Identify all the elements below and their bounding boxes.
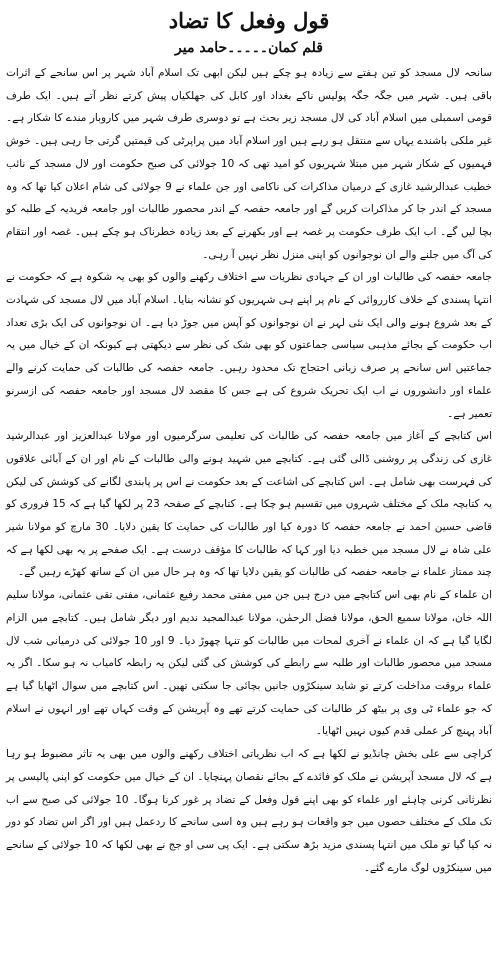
article-paragraph: ان علماء کے نام بھی اس کتابچے میں درج ہیں جن میں مفتی محمد رفیع عثمانی، مفتی تقی عثمانی، مولانا سلیم اللہ خان، مولانا سمیع الحق، مولانا فضل الرحمٰن، مولانا عبدالمجید ندیم اور دیگر شامل ہیں۔ کتابچے میں الزام لگایا گیا ہے کہ ان علماء نے آخری لمحات میں طالبات کو تنہا چھوڑ دیا۔ 9 اور 10 جولائی کی درمیانی شب لال مسجد میں محصور طالبات اور طلبہ سے رابطے کی کوشش کی گئی لیکن یہ رابطہ کامیاب نہ ہو سکا۔ اگر یہ علماء بروقت مداخلت کرتے تو شاید سینکڑوں جانیں بچائی جا سکتی تھیں۔ اس کتابچے میں سوال اٹھایا گیا ہے کہ جو علماء ٹی وی پر بیٹھ کر طالبات کی حمایت کرتے تھے وہ آپریشن کے وقت کہاں تھے اور انہوں نے اسلام آباد پہنچ کر عملی قدم کیوں نہیں اٹھایا۔ bbox=[6, 589, 493, 738]
article-body bbox=[6, 62, 492, 879]
article-title: قول وفعل کا تضاد bbox=[168, 8, 330, 33]
article-paragraph: اس کتابچے کے آغاز میں جامعہ حفصہ کی طالبات کی تعلیمی سرگرمیوں اور مولانا عبدالعزیز اور عبدالرشید غازی کی زندگی پر روشنی ڈالی گئی ہے۔ کتابچے میں شہید ہونے والی طالبات کے نام اور ان کے آبائی علاقوں کی فہرست بھی شامل ہے۔ اس کتابچے کی اشاعت کے بعد حکومت نے اس پر پابندی لگانے کی کوشش کی لیکن یہ کتابچہ ملک کے مختلف شہروں میں تقسیم ہو چکا ہے۔ کتابچے کے صفحہ 23 پر لکھا گیا ہے کہ 15 فروری کو قاضی حسین احمد نے جامعہ حفصہ کا دورہ کیا اور طالبات کی حمایت کا یقین دلایا۔ 30 مارچ کو مولانا شیر علی شاہ نے لال مسجد میں خطبہ دیا اور کہا کہ طالبات کا مؤقف درست ہے۔ ایک صفحے پر یہ بھی لکھا ہے کہ چند ممتاز علماء نے جامعہ حفصہ کی طالبات کو یقین دلایا تھا کہ وہ ہر حال میں ان کے ساتھ کھڑے رہیں گے۔ bbox=[6, 430, 492, 579]
article-byline: قلم کمان۔۔۔۔۔حامد میر bbox=[175, 40, 323, 56]
article-paragraph: کراچی سے علی بخش چانڈیو نے لکھا ہے کہ اب نظریاتی اختلاف رکھنے والوں میں بھی یہ تاثر مضبوط ہو رہا ہے کہ لال مسجد آپریشن نے ملک کو فائدے کے بجائے نقصان پہنچایا۔ ان کے خیال میں حکومت کو اپنی پالیسی پر نظرثانی کرنی چاہئے اور علماء کو بھی اپنے قول وفعل کے تضاد پر غور کرنا ہوگا۔ 10 جولائی کی صبح سے اب تک ملک کے مختلف حصوں میں جو واقعات ہو رہے ہیں وہ اسی سانحے کا ردعمل ہیں اور اگر اس تضاد کو دور نہ کیا گیا تو ملک میں انتہا پسندی مزید بڑھ سکتی ہے۔ ایک پی سی او جج نے بھی لکھا کہ 10 جولائی کے سانحے میں سینکڑوں لوگ مارے گئے۔ bbox=[6, 748, 492, 874]
article-paragraph: سانحہ لال مسجد کو تین ہفتے سے زیادہ ہو چکے ہیں لیکن ابھی تک اسلام آباد شہر پر اس سانحے کے اثرات باقی ہیں۔ شہر میں جگہ جگہ پولیس ناکے بغداد اور کابل کی جھلکیاں پیش کرتے نظر آتے ہیں۔ ایک طرف قومی اسمبلی میں اسلام آباد کی لال مسجد زیر بحث ہے تو دوسری طرف شہر میں کاروبار مندے کا شکار ہے۔ غیر ملکی باشندے یہاں سے منتقل ہو رہے ہیں اور اسلام آباد میں پراپرٹی کی قیمتیں گرتی جا رہی ہیں۔ خوش فہمیوں کے شکار شہر میں مبتلا شہریوں کو امید تھی کہ 10 جولائی کی صبح حکومت اور لال مسجد کے نائب خطیب عبدالرشید غازی کے درمیان مذاکرات کی ناکامی اور جن علماء نے 9 جولائی کی شام اعلان کیا تھا کہ وہ مسجد کے اندر جا کر مذاکرات کریں گے اور جامعہ حفصہ کے اندر محصور طالبات اور جامعہ فریدیہ کے طلبہ کو بچا لیں گے۔ اب ایک طرف حکومت پر غصہ ہے اور بکھرنے کے بعد زیادہ خطرناک ہو چکے ہیں۔ غصہ اور انتقام کی آگ میں جلنے والے ان نوجوانوں کو اپنی منزل نظر نہیں آ رہی۔ bbox=[6, 67, 492, 261]
article-paragraph: جامعہ حفصہ کی طالبات اور ان کے جہادی نظریات سے اختلاف رکھنے والوں کو بھی یہ شکوہ ہے کہ حکومت نے انتہا پسندی کے خلاف کارروائی کے نام پر اپنے ہی شہریوں کو نشانہ بنایا۔ اسلام آباد میں لال مسجد کی شہادت کے بعد شروع ہونے والی ایک نئی لہر نے ان نوجوانوں کو آپس میں جوڑ دیا ہے۔ ان نوجوانوں کی ایک بڑی تعداد اب حکومت کے بجائے مذہبی سیاسی جماعتوں کو بھی شک کی نظر سے دیکھتی ہے کیونکہ ان کے خیال میں یہ جماعتیں اس سانحے پر صرف زبانی احتجاج تک محدود رہیں۔ جامعہ حفصہ کی طالبات کی حمایت کرنے والے علماء اور دانشوروں نے اب ایک تحریک شروع کی ہے جس کا مقصد لال مسجد اور جامعہ حفصہ کی ازسرنو تعمیر ہے۔ bbox=[6, 271, 492, 420]
